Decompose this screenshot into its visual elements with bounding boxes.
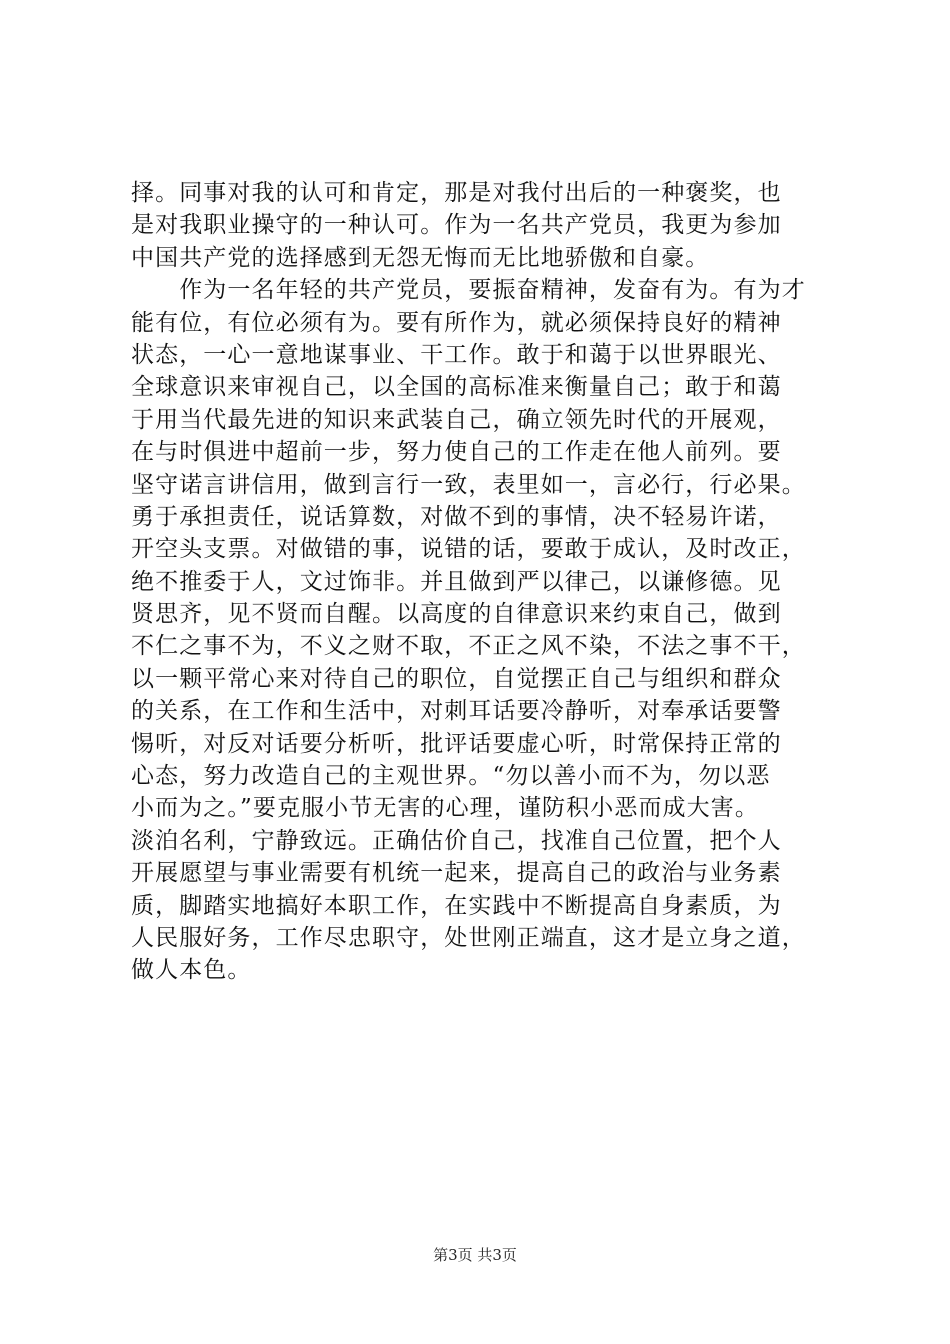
text-line: 勇于承担责任，说话算数，对做不到的事情，决不轻易许诺， [131,503,782,530]
text-line: 质，脚踏实地搞好本职工作，在实践中不断提高自身素质，为 [131,892,782,919]
text-line: 开展愿望与事业需要有机统一起来，提高自己的政治与业务素 [131,860,782,887]
text-line: 人民服好务，工作尽忠职守，处世刚正端直，这才是立身之道， [131,924,806,951]
text-line: 能有位，有位必须有为。要有所作为，就必须保持良好的精神 [131,309,782,336]
text-line: 在与时俱进中超前一步，努力使自己的工作走在他人前列。要 [131,439,782,466]
text-line: 于用当代最先进的知识来武装自己，确立领先时代的开展观， [131,406,782,433]
text-line: 开空头支票。对做错的事，说错的话，要敢于成认，及时改正， [131,536,806,563]
text-line: 作为一名年轻的共产党员，要振奋精神，发奋有为。有为才 [131,277,806,304]
text-line: 坚守诺言讲信用，做到言行一致，表里如一，言必行，行必果。 [131,471,806,498]
text-line: 淡泊名利，宁静致远。正确估价自己，找准自己位置，把个人 [131,827,782,854]
text-line: 做人本色。 [131,957,252,984]
text-line: 状态，一心一意地谋事业、干工作。敢于和蔼于以世界眼光、 [131,341,782,368]
text-line: 绝不推委于人，文过饰非。并且做到严以律己，以谦修德。见 [131,568,782,595]
text-line: 贤思齐，见不贤而自醒。以高度的自律意识来约束自己，做到 [131,601,782,628]
body-text [131,177,831,987]
text-line: 小而为之。”要克服小节无害的心理，谨防积小恶而成大害。 [131,795,759,822]
text-line: 择。同事对我的认可和肯定，那是对我付出后的一种褒奖，也 [131,180,782,206]
text-line: 中国共产党的选择感到无怨无悔而无比地骄傲和自豪。 [131,244,710,271]
text-line: 是对我职业操守的一种认可。作为一名共产党员，我更为参加 [131,212,782,239]
text-line: 不仁之事不为，不义之财不取，不正之风不染，不法之事不干， [131,633,806,660]
text-line: 惕听，对反对话要分析听，批评话要虚心听，时常保持正常的 [131,730,782,757]
text-line: 的关系，在工作和生活中，对刺耳话要冷静听，对奉承话要警 [131,698,782,725]
text-line: 心态，努力改造自己的主观世界。“勿以善小而不为，勿以恶 [131,763,771,790]
text-line: 以一颗平常心来对待自己的职位，自觉摆正自己与组织和群众 [131,665,782,692]
page-number-footer: 第3页 共3页 [433,1246,517,1264]
text-line: 全球意识来审视自己，以全国的高标准来衡量自己；敢于和蔼 [131,374,782,401]
